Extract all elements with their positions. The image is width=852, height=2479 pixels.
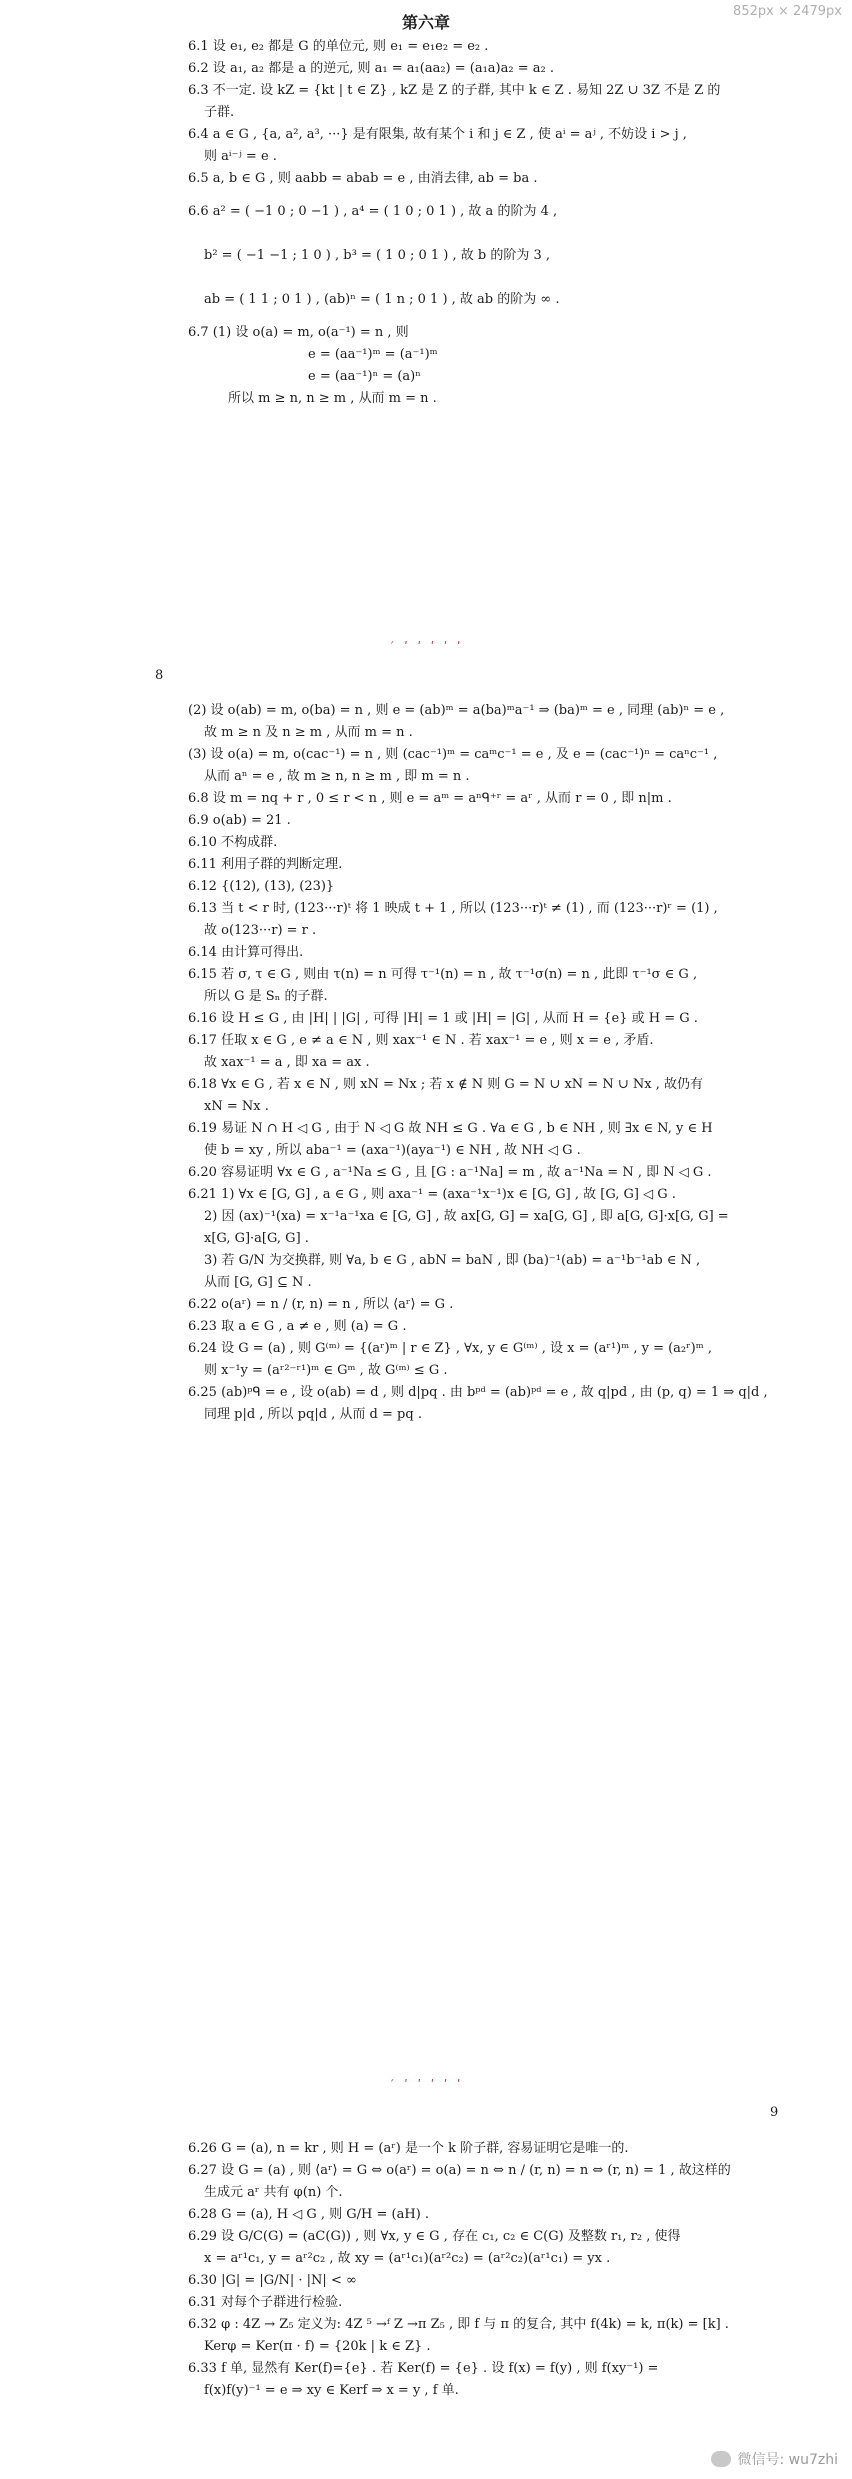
solution-line: 6.33 f 单, 显然有 Ker(f)={e} . 若 Ker(f) = {e} . 设 f(x) = f(y) , 则 f(xy⁻¹) = xyxy=(188,2361,659,2376)
page-number: 9 xyxy=(770,2105,779,2120)
page-2-content xyxy=(188,700,778,1426)
solution-line: 6.17 任取 x ∈ G , e ≠ a ∈ N , 则 xax⁻¹ ∈ N . 若 xax⁻¹ = e , 则 x = e , 矛盾. xyxy=(188,1033,654,1048)
solution-line: 6.16 设 H ≤ G , 由 |H| | |G| , 可得 |H| = 1 或 |H| = |G| , 从而 H = {e} 或 H = G . xyxy=(188,1011,698,1026)
solution-line: 6.13 当 t < r 时, (123···r)ᵗ 将 1 映成 t + 1 , 所以 (123···r)ᵗ ≠ (1) , 而 (123···r)ʳ = (1) , xyxy=(188,901,718,916)
solution-line: (2) 设 o(ab) = m, o(ba) = n , 则 e = (ab)ᵐ = a(ba)ᵐa⁻¹ ⇒ (ba)ᵐ = e , 同理 (ab)ⁿ = e , xyxy=(188,703,725,718)
solution-line: 6.26 G = (a), n = kr , 则 H = (aʳ) 是一个 k 阶子群, 容易证明它是唯一的. xyxy=(188,2141,629,2156)
solution-line: 6.1 设 e₁, e₂ 都是 G 的单位元, 则 e₁ = e₁e₂ = e₂ . xyxy=(188,39,489,54)
solution-line: Kerφ = Ker(π · f) = {20k | k ∈ Z} . xyxy=(204,2339,431,2354)
solution-line: 故 xax⁻¹ = a , 即 xa = ax . xyxy=(204,1055,370,1070)
solution-line: 6.14 由计算可得出. xyxy=(188,945,304,960)
solution-line: 6.9 o(ab) = 21 . xyxy=(188,813,291,828)
screen-dimensions-label: 852px × 2479px xyxy=(733,4,842,19)
solution-line: 6.4 a ∈ G , {a, a², a³, ···} 是有限集, 故有某个 i 和 j ∈ Z , 使 aⁱ = aʲ , 不妨设 i > j , xyxy=(188,127,687,142)
solution-line: 6.25 (ab)ᵖᑫ = e , 设 o(ab) = d , 则 d|pq . 由 bᵖᵈ = (ab)ᵖᵈ = e , 故 q|pd , 由 (p, q) = 1 ⇒ q|d , xyxy=(188,1385,768,1400)
solution-line: xN = Nx . xyxy=(204,1099,269,1114)
solution-line: (3) 设 o(a) = m, o(cac⁻¹) = n , 则 (cac⁻¹)ᵐ = caᵐc⁻¹ = e , 及 e = (cac⁻¹)ⁿ = caⁿc⁻¹ , xyxy=(188,747,718,762)
solution-line: 故 o(123···r) = r . xyxy=(204,923,317,938)
solution-line: 6.11 利用子群的判断定理. xyxy=(188,857,343,872)
watermark-text: 微信号: wu7zhi xyxy=(737,2452,838,2468)
solution-line: 6.7 (1) 设 o(a) = m, o(a⁻¹) = n , 则 xyxy=(188,325,409,340)
page-3-content xyxy=(188,2138,778,2402)
solution-line: x[G, G]·a[G, G] . xyxy=(204,1231,309,1246)
solution-line: 所以 m ≥ n, n ≥ m , 从而 m = n . xyxy=(228,391,437,406)
solution-line: 6.32 φ : 4Z → Z₅ 定义为: 4Z ⁵ →ᶠ Z →π Z₅ , 即 f 与 π 的复合, 其中 f(4k) = k, π(k) = [k] . xyxy=(188,2317,729,2332)
solution-line: 6.23 取 a ∈ G , a ≠ e , 则 (a) = G . xyxy=(188,1319,407,1334)
solution-line: 6.18 ∀x ∈ G , 若 x ∈ N , 则 xN = Nx ; 若 x ∉ N 则 G = N ∪ xN = N ∪ Nx , 故仍有 xyxy=(188,1077,703,1092)
solution-line: 6.10 不构成群. xyxy=(188,835,278,850)
equation-line: e = (aa⁻¹)ᵐ = (a⁻¹)ᵐ xyxy=(308,347,438,362)
equation-line: e = (aa⁻¹)ⁿ = (a)ⁿ xyxy=(308,369,421,384)
solution-line: 6.15 若 σ, τ ∈ G , 则由 τ(n) = n 可得 τ⁻¹(n) = n , 故 τ⁻¹σ(n) = n , 此即 τ⁻¹σ ∈ G , xyxy=(188,967,698,982)
page-separator: ˊ ʹ ʹ ʹ ʹ ʹ xyxy=(388,640,464,654)
chapter-title: 第六章 xyxy=(401,13,450,32)
solution-line: 6.2 设 a₁, a₂ 都是 a 的逆元, 则 a₁ = a₁(aa₂) = (a₁a)a₂ = a₂ . xyxy=(188,61,554,76)
solution-line: 3) 若 G/N 为交换群, 则 ∀a, b ∈ G , abN = baN , 即 (ba)⁻¹(ab) = a⁻¹b⁻¹ab ∈ N , xyxy=(204,1253,701,1268)
solution-line: 6.12 {(12), (13), (23)} xyxy=(188,879,335,894)
solution-line: 6.21 1) ∀x ∈ [G, G] , a ∈ G , 则 axa⁻¹ = (axa⁻¹x⁻¹)x ∈ [G, G] , 故 [G, G] ◁ G . xyxy=(188,1187,676,1202)
solution-line: 6.8 设 m = nq + r , 0 ≤ r < n , 则 e = aᵐ = aⁿᑫ⁺ʳ = aʳ , 从而 r = 0 , 即 n|m . xyxy=(188,791,672,806)
solution-line: 2) 因 (ax)⁻¹(xa) = x⁻¹a⁻¹xa ∈ [G, G] , 故 ax[G, G] = xa[G, G] , 即 a[G, G]·x[G, G] = xyxy=(204,1209,729,1224)
solution-line: 则 x⁻¹y = (aʳ²⁻ʳ¹)ᵐ ∈ Gᵐ , 故 G⁽ᵐ⁾ ≤ G . xyxy=(204,1363,448,1378)
solution-line: 生成元 aʳ 共有 φ(n) 个. xyxy=(204,2185,343,2200)
solution-line: 从而 aⁿ = e , 故 m ≥ n, n ≥ m , 即 m = n . xyxy=(204,769,470,784)
solution-line: 子群. xyxy=(204,105,235,120)
solution-line: 所以 G 是 Sₙ 的子群. xyxy=(204,989,328,1004)
solution-line: 从而 [G, G] ⊆ N . xyxy=(204,1275,312,1290)
solution-line: 6.29 设 G/C(G) = (aC(G)) , 则 ∀x, y ∈ G , 存在 c₁, c₂ ∈ C(G) 及整数 r₁, r₂ , 使得 xyxy=(188,2229,681,2244)
page-1-content xyxy=(188,36,778,410)
solution-line: f(x)f(y)⁻¹ = e ⇒ xy ∈ Kerf ⇒ x = y , f 单. xyxy=(204,2383,459,2398)
solution-line: 6.19 易证 N ∩ H ◁ G , 由于 N ◁ G 故 NH ≤ G . ∀a ∈ G , b ∈ NH , 则 ∃x ∈ N, y ∈ H xyxy=(188,1121,713,1136)
page-number: 8 xyxy=(155,668,164,683)
solution-line: 6.22 o(aʳ) = n / (r, n) = n , 所以 ⟨aʳ⟩ = G . xyxy=(188,1297,454,1312)
wechat-icon xyxy=(711,2451,731,2467)
solution-line: 使 b = xy , 所以 aba⁻¹ = (axa⁻¹)(aya⁻¹) ∈ NH , 故 NH ◁ G . xyxy=(204,1143,581,1158)
solution-line: 6.20 容易证明 ∀x ∈ G , a⁻¹Na ≤ G , 且 [G : a⁻¹Na] = m , 故 a⁻¹Na = N , 即 N ◁ G . xyxy=(188,1165,712,1180)
solution-line: 故 m ≥ n 及 n ≥ m , 从而 m = n . xyxy=(204,725,413,740)
solution-line: 则 aⁱ⁻ʲ = e . xyxy=(204,149,277,164)
watermark xyxy=(711,2449,838,2469)
solution-line: 同理 p|d , 所以 pq|d , 从而 d = pq . xyxy=(204,1407,422,1422)
solution-line: 6.27 设 G = (a) , 则 ⟨aʳ⟩ = G ⇔ o(aʳ) = o(a) = n ⇔ n / (r, n) = n ⇔ (r, n) = 1 , 故这样的 xyxy=(188,2163,731,2178)
matrix-line: 6.6 a² = ( −1 0 ; 0 −1 ) , a⁴ = ( 1 0 ; 0 1 ) , 故 a 的阶为 4 , xyxy=(188,204,558,219)
solution-line: 6.30 |G| = |G/N| · |N| < ∞ xyxy=(188,2273,357,2288)
matrix-line: b² = ( −1 −1 ; 1 0 ) , b³ = ( 1 0 ; 0 1 ) , 故 b 的阶为 3 , xyxy=(204,248,551,263)
solution-line: 6.3 不一定. 设 kZ = {kt | t ∈ Z} , kZ 是 Z 的子群, 其中 k ∈ Z . 易知 2Z ∪ 3Z 不是 Z 的 xyxy=(188,83,721,98)
matrix-line: ab = ( 1 1 ; 0 1 ) , (ab)ⁿ = ( 1 n ; 0 1 ) , 故 ab 的阶为 ∞ . xyxy=(204,292,560,307)
solution-line: 6.5 a, b ∈ G , 则 aabb = abab = e , 由消去律, ab = ba . xyxy=(188,171,538,186)
solution-line: 6.28 G = (a), H ◁ G , 则 G/H = (aH) . xyxy=(188,2207,430,2222)
solution-line: x = aʳ¹c₁, y = aʳ²c₂ , 故 xy = (aʳ¹c₁)(aʳ²c₂) = (aʳ²c₂)(aʳ¹c₁) = yx . xyxy=(204,2251,611,2266)
page-separator: ˊ ʹ ʹ ʹ ʹ ʹ xyxy=(388,2078,464,2092)
solution-line: 6.31 对每个子群进行检验. xyxy=(188,2295,343,2310)
solution-line: 6.24 设 G = (a) , 则 G⁽ᵐ⁾ = {(aʳ)ᵐ | r ∈ Z} , ∀x, y ∈ G⁽ᵐ⁾ , 设 x = (aʳ¹)ᵐ , y = (a₂ʳ)ᵐ , xyxy=(188,1341,712,1356)
